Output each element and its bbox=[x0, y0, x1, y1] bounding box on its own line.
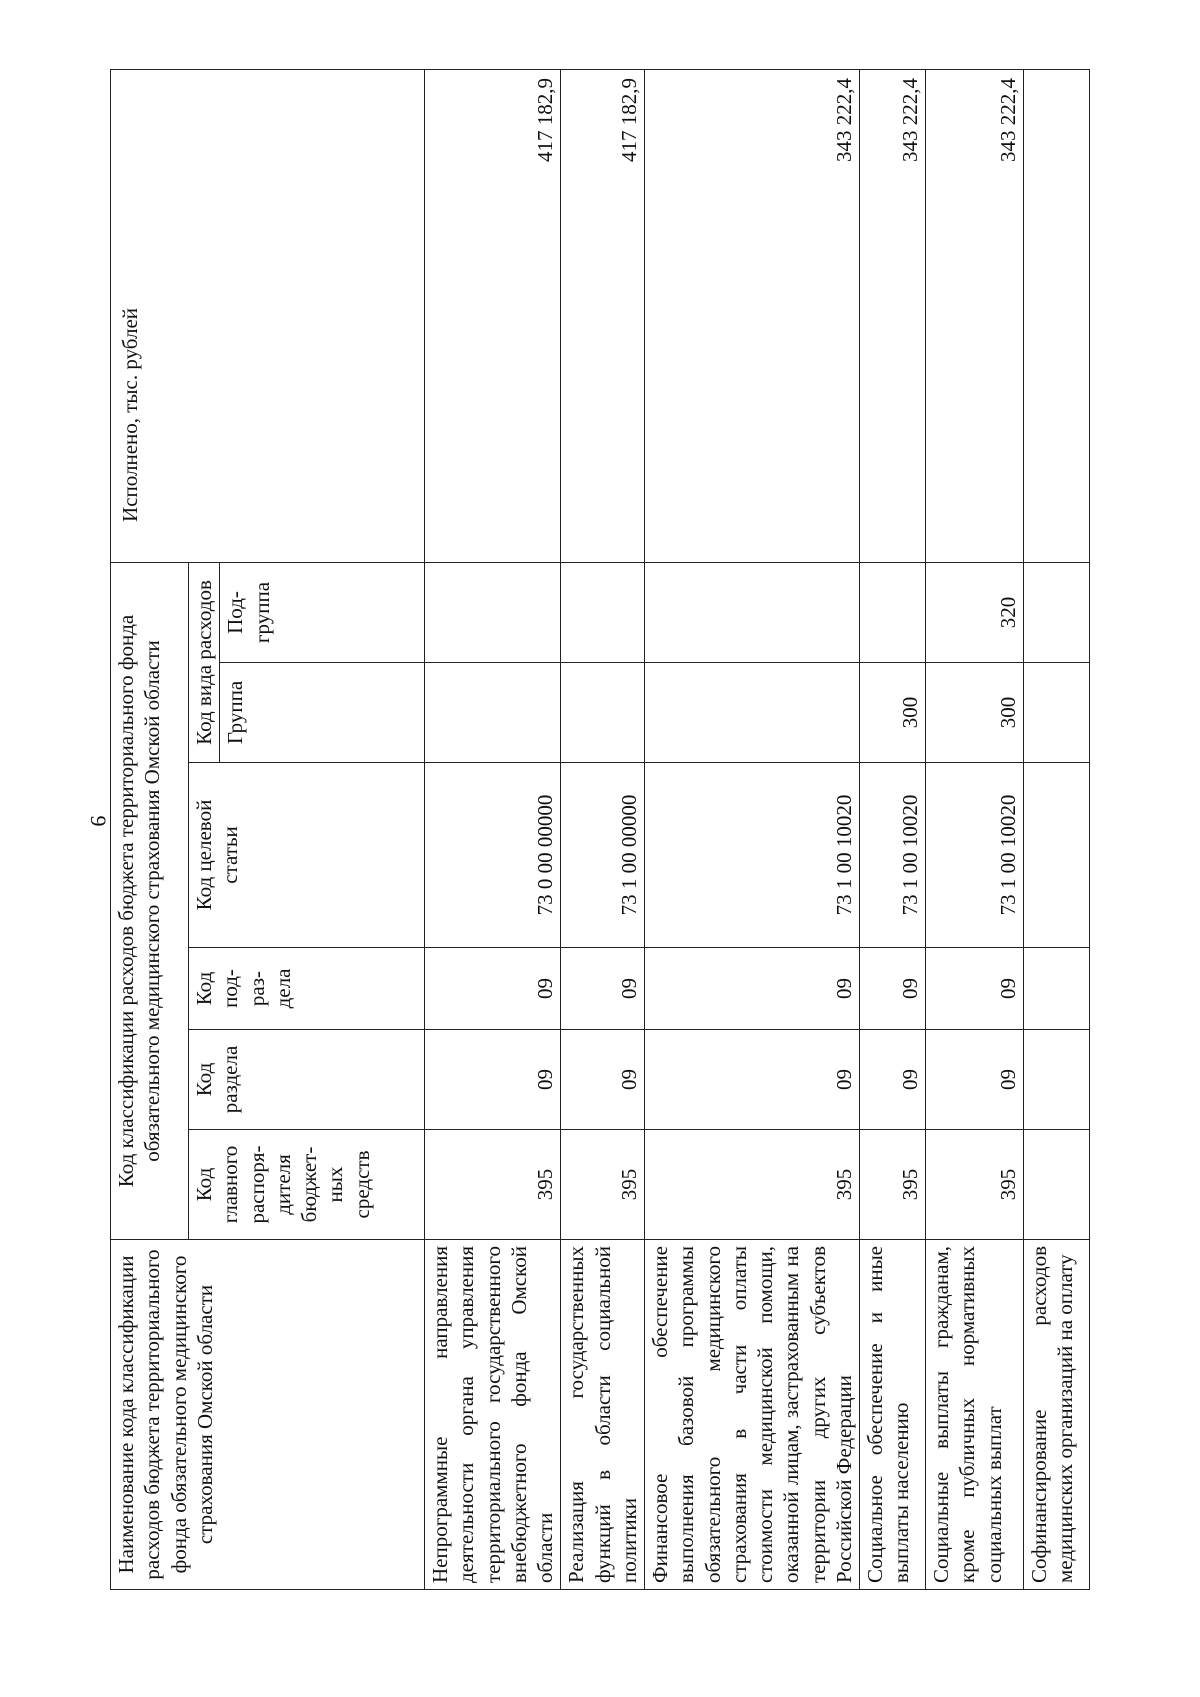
row-cel: 73 1 00 10020 bbox=[860, 763, 926, 948]
header-gruppa: Группа bbox=[220, 663, 425, 763]
row-name: Социальные выплаты гражданам, кроме публичных нормативных социальных выплат bbox=[926, 1240, 1024, 1590]
row-glav: 395 bbox=[561, 1130, 645, 1240]
row-podgruppa bbox=[860, 562, 926, 662]
row-podrazdel bbox=[1024, 948, 1090, 1030]
row-razdel: 09 bbox=[425, 1030, 561, 1130]
table-row bbox=[645, 69, 860, 1589]
row-podgruppa: 320 bbox=[926, 562, 1024, 662]
row-glav bbox=[1024, 1130, 1090, 1240]
row-name: Социальное обеспечение и иные выплаты населению bbox=[860, 1240, 926, 1590]
row-gruppa bbox=[425, 663, 561, 763]
row-razdel bbox=[1024, 1030, 1090, 1130]
rotated-table-container bbox=[110, 70, 1090, 1590]
row-amount: 343 222,4 bbox=[860, 69, 926, 562]
row-podrazdel: 09 bbox=[561, 948, 645, 1030]
row-amount bbox=[1024, 69, 1090, 562]
row-gruppa bbox=[561, 663, 645, 763]
row-podrazdel: 09 bbox=[860, 948, 926, 1030]
row-podgruppa bbox=[425, 562, 561, 662]
row-gruppa bbox=[1024, 663, 1090, 763]
row-razdel: 09 bbox=[860, 1030, 926, 1130]
header-razdel: Код раздела bbox=[189, 1030, 425, 1130]
page-number: 9 bbox=[86, 815, 111, 827]
header-podgruppa: Под-группа bbox=[220, 562, 425, 662]
row-name: Непрограммные направления деятельности органа управления территориального государственного внебюджетного фонда Омской области bbox=[425, 1240, 561, 1590]
row-razdel: 09 bbox=[561, 1030, 645, 1130]
row-cel: 73 1 00 10020 bbox=[926, 763, 1024, 948]
row-glav: 395 bbox=[645, 1130, 860, 1240]
row-glav: 395 bbox=[860, 1130, 926, 1240]
row-cel: 73 1 00 00000 bbox=[561, 763, 645, 948]
header-podrazdel: Код под-раз-дела bbox=[189, 948, 425, 1030]
row-cel bbox=[1024, 763, 1090, 948]
header-cel: Код целевой статьи bbox=[189, 763, 425, 948]
row-gruppa: 300 bbox=[926, 663, 1024, 763]
header-classification: Код классификации расходов бюджета территориального фонда обязательного медицинского страхования Омской области bbox=[111, 562, 189, 1239]
row-glav: 395 bbox=[425, 1130, 561, 1240]
row-amount: 417 182,9 bbox=[561, 69, 645, 562]
header-glav: Код главного распоря-дителя бюджет-ных средств bbox=[189, 1130, 425, 1240]
row-cel: 73 0 00 00000 bbox=[425, 763, 561, 948]
row-amount: 343 222,4 bbox=[645, 69, 860, 562]
row-name: Реализация государственных функций в области социальной политики bbox=[561, 1240, 645, 1590]
table-row bbox=[860, 69, 926, 1589]
row-amount: 417 182,9 bbox=[425, 69, 561, 562]
row-gruppa: 300 bbox=[860, 663, 926, 763]
table-row bbox=[1024, 69, 1090, 1589]
row-cel: 73 1 00 10020 bbox=[645, 763, 860, 948]
table-row bbox=[926, 69, 1024, 1589]
row-podgruppa bbox=[561, 562, 645, 662]
row-amount: 343 222,4 bbox=[926, 69, 1024, 562]
row-razdel: 09 bbox=[645, 1030, 860, 1130]
row-razdel: 09 bbox=[926, 1030, 1024, 1130]
row-podrazdel: 09 bbox=[425, 948, 561, 1030]
table-row bbox=[425, 69, 561, 1589]
row-podrazdel: 09 bbox=[926, 948, 1024, 1030]
row-gruppa bbox=[645, 663, 860, 763]
row-name: Софинансирование расходов медицинских организаций на оплату bbox=[1024, 1240, 1090, 1590]
header-name: Наименование кода классификации расходов бюджета территориального фонда обязательного медицинского страхования Омской области bbox=[111, 1240, 425, 1590]
row-podgruppa bbox=[1024, 562, 1090, 662]
budget-expenditure-table bbox=[110, 69, 1090, 1590]
row-glav: 395 bbox=[926, 1130, 1024, 1240]
header-amount: Исполнено, тыс. рублей bbox=[111, 69, 425, 562]
row-podrazdel: 09 bbox=[645, 948, 860, 1030]
row-podgruppa bbox=[645, 562, 860, 662]
row-name: Финансовое обеспечение выполнения базовой программы обязательного медицинского страхования в части оплаты стоимости медицинской помощи, оказанной лицам, застрахованным на территории других субъектов Российской Федерации bbox=[645, 1240, 860, 1590]
header-vid: Код вида расходов bbox=[189, 562, 220, 762]
table-row bbox=[561, 69, 645, 1589]
